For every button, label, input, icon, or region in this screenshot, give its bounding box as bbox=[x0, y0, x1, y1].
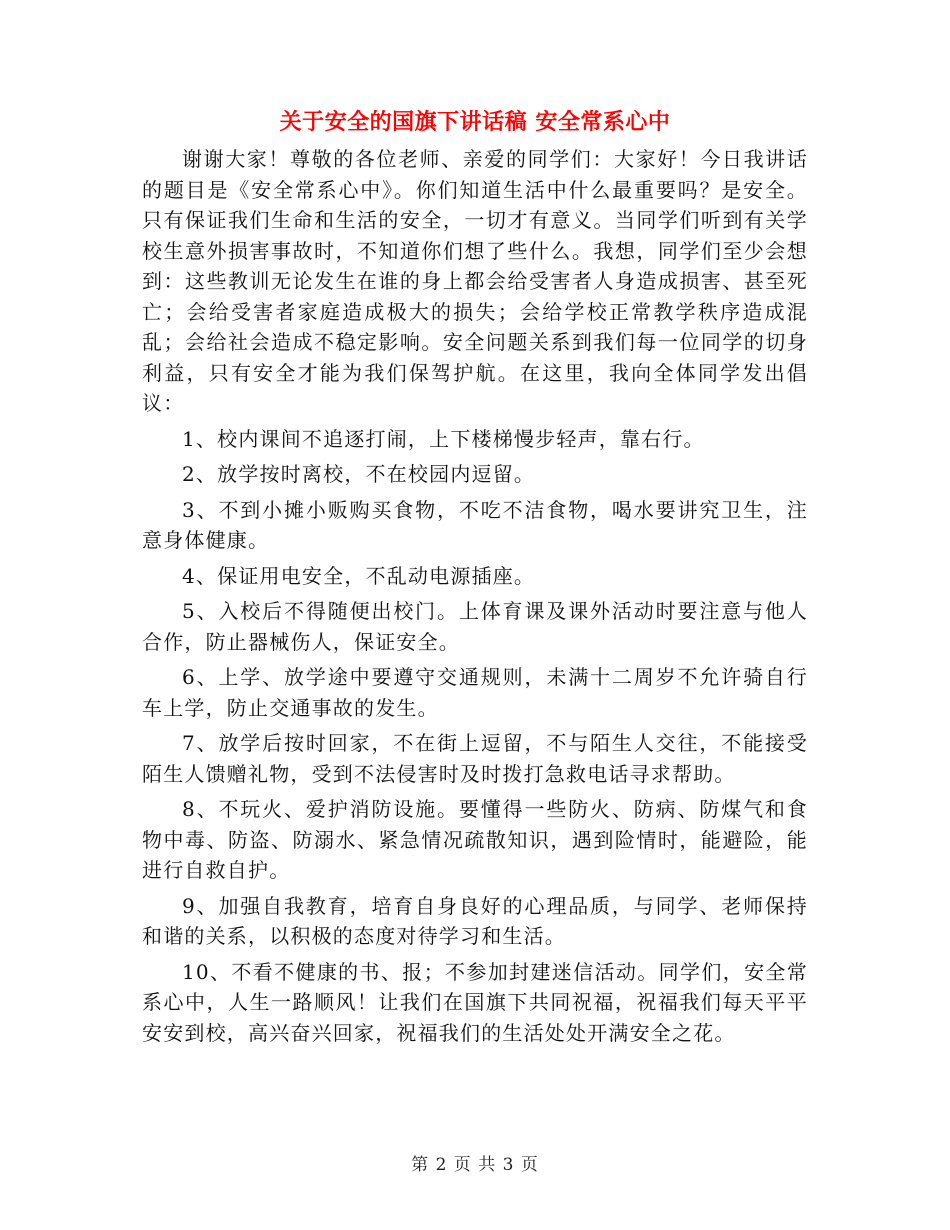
list-item-10: 10、不看不健康的书、报；不参加封建迷信活动。同学们，安全常系心中，人生一路顺风！让我们在国旗下共同祝福，祝福我们每天平平安安到校，高兴奋兴回家，祝福我们的生活处处开满安全之花。 bbox=[142, 959, 808, 1045]
list-item-7: 7、放学后按时回家，不在街上逗留，不与陌生人交往，不能接受陌生人馈赠礼物，受到不法侵害时及时拨打急救电话寻求帮助。 bbox=[142, 731, 808, 786]
list-item-2: 2、放学按时离校，不在校园内逗留。 bbox=[182, 462, 536, 486]
document-body bbox=[142, 144, 808, 1048]
intro-paragraph: 谢谢大家！尊敬的各位老师、亲爱的同学们：大家好！今日我讲话的题目是《安全常系心中》。你们知道生活中什么最重要吗？是安全。只有保证我们生命和生活的安全，一切才有意义。当同学们听到有关学校生意外损害事故时，不知道你们想了些什么。我想，同学们至少会想到：这些教训无论发生在谁的身上都会给受害者人身造成损害、甚至死亡；会给受害者家庭造成极大的损失；会给学校正常教学秩序造成混乱；会给社会造成不稳定影响。安全问题关系到我们每一位同学的切身利益，只有安全才能为我们保驾护航。在这里，我向全体同学发出倡议： bbox=[142, 147, 808, 415]
list-item-6: 6、上学、放学途中要遵守交通规则，未满十二周岁不允许骑自行车上学，防止交通事故的发生。 bbox=[142, 665, 808, 720]
list-item-1: 1、校内课间不追逐打闹，上下楼梯慢步轻声，靠右行。 bbox=[182, 426, 705, 451]
document-title: 关于安全的国旗下讲话稿 安全常系心中 bbox=[279, 109, 671, 135]
list-item-9: 9、加强自我教育，培育自身良好的心理品质，与同学、老师保持和谐的关系，以积极的态度对待学习和生活。 bbox=[142, 893, 808, 948]
list-item-5: 5、入校后不得随便出校门。上体育课及课外活动时要注意与他人合作，防止器械伤人，保证安全。 bbox=[142, 599, 808, 654]
list-item-8: 8、不玩火、爱护消防设施。要懂得一些防火、防病、防煤气和食物中毒、防盗、防溺水、紧急情况疏散知识，遇到险情时，能避险，能进行自救自护。 bbox=[142, 797, 808, 882]
list-item-4: 4、保证用电安全，不乱动电源插座。 bbox=[182, 563, 536, 588]
list-item-3: 3、不到小摊小贩购买食物，不吃不洁食物，喝水要讲究卫生，注意身体健康。 bbox=[142, 497, 808, 552]
page-number-footer: 第 2 页 共 3 页 bbox=[411, 1155, 539, 1175]
